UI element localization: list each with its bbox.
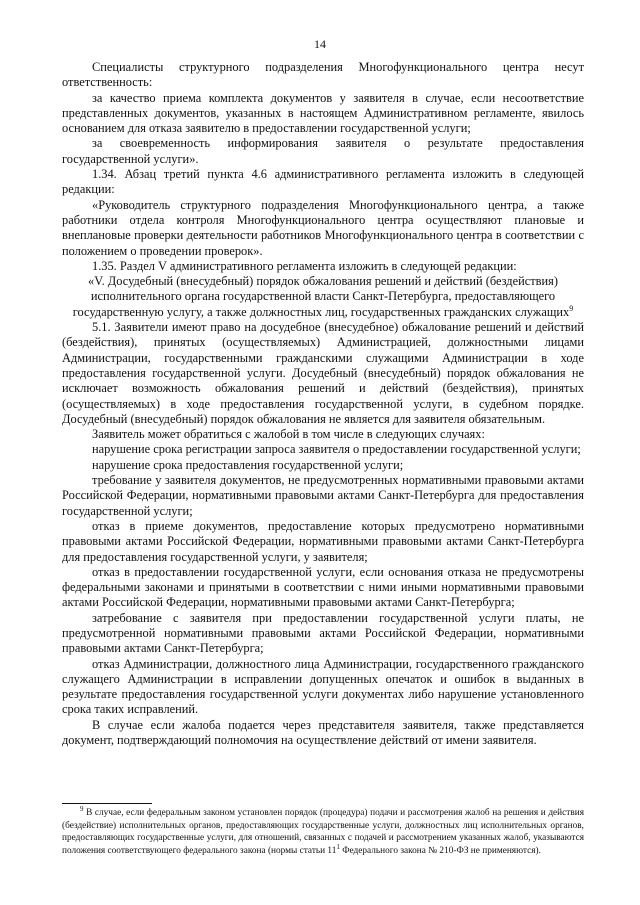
footnote-ref[interactable]: 9 xyxy=(569,303,574,313)
paragraph: 1.34. Абзац третий пункта 4.6 административного регламента изложить в следующей редакции: xyxy=(62,167,584,197)
paragraph: Заявитель может обратиться с жалобой в том числе в следующих случаях: xyxy=(92,427,485,442)
paragraph: за своевременность информирования заявителя о результате предоставления государственной услуги». xyxy=(62,136,584,166)
paragraph: за качество приема комплекта документов у заявителя в случае, если несоответствие представленных документов, указанных в настоящем Административном регламенте, явилось основанием для отказа заявителю в предоставлении государственной услуги; xyxy=(62,90,584,136)
paragraph: отказ Администрации, должностного лица Администрации, государственного гражданского служащего Администрации в исправлении допущенных опечаток и ошибок в выданных в результате предоставления государственной услуги документах либо нарушение установленного срока таких исправлений. xyxy=(62,656,584,717)
footnote-marker: 9 xyxy=(80,804,84,813)
footnote-text: В случае, если федеральным законом установлен порядок (процедура) подачи и рассмотрения жалоб на решения и действия (бездействие) исполнительных органов, предоставляющих государственные услуги, должностных лиц исполнительных органов, предоставляющих государственные услуги, для отношений, связанных с подачей и рассмотрением указанных жалоб, указываются положения соответствующего федерального закона (нормы статьи 11 xyxy=(62,808,584,856)
footnote-divider xyxy=(62,803,152,804)
footnote-text-end: Федерального закона № 210-ФЗ не применяются). xyxy=(339,845,541,856)
paragraph: отказ в приеме документов, предоставление которых предусмотрено нормативными правовыми актами Российской Федерации, нормативными правовыми актами Санкт-Петербурга для предоставления государственной услуги, у заявителя; xyxy=(62,518,584,564)
page-number: 14 xyxy=(314,37,326,51)
footnote-superscript: 1 xyxy=(336,842,340,851)
paragraph: 1.35. Раздел V административного регламента изложить в следующей редакции: xyxy=(92,258,517,273)
section-heading xyxy=(62,274,584,320)
paragraph: В случае если жалоба подается через представителя заявителя, также представляется документ, подтверждающий полномочия на осуществление действий от имени заявителя. xyxy=(62,717,584,748)
document-body xyxy=(62,60,584,748)
paragraph: Специалисты структурного подразделения Многофункционального центра несут ответственность: xyxy=(62,60,584,90)
paragraph: отказ в предоставлении государственной услуги, если основания отказа не предусмотрены федеральными законами и принятыми в соответствии с ними иными нормативными правовыми актами Российской Федерации, нормативными правовыми актами Санкт-Петербурга; xyxy=(62,564,584,610)
paragraph: нарушение срока предоставления государственной услуги; xyxy=(92,457,404,472)
footnote xyxy=(62,804,584,857)
paragraph: «Руководитель структурного подразделения Многофункционального центра, а также работники отдела контроля Многофункционального центра осуществляют плановые и внеплановые проверки деятельности работников Многофункционального центра в соответствии с положением о проведении проверок». xyxy=(62,197,584,258)
paragraph: затребование с заявителя при предоставлении государственной услуги платы, не предусмотренной нормативными правовыми актами Российской Федерации, нормативными правовыми актами Санкт-Петербурга; xyxy=(62,610,584,656)
paragraph: требование у заявителя документов, не предусмотренных нормативными правовыми актами Российской Федерации, нормативными правовыми актами Санкт-Петербурга для предоставления государственной услуги; xyxy=(62,473,584,518)
paragraph: 5.1. Заявители имеют право на досудебное (внесудебное) обжалование решений и действий (бездействия), принятых (осуществляемых) Администрацией, должностными лицами Администрации, государственными гражданскими служащими Администрации в ходе предоставления государственной услуги. Досудебный (внесудебный) порядок обжалования не исключает возможность обжалования решений и действий (бездействия), принятых (осуществляемых) в ходе предоставления государственной услуги, в судебном порядке. Досудебный (внесудебный) порядок обжалования не является для заявителя обязательным. xyxy=(62,320,584,426)
section-heading-text: «V. Досудебный (внесудебный) порядок обжалования решений и действий (бездействия) исполнительного органа государственной власти Санкт-Петербурга, предоставляющего государственную услугу, а также должностных лиц, государственных гражданских служащих xyxy=(72,274,570,319)
paragraph: нарушение срока регистрации запроса заявителя о предоставлении государственной услуги; xyxy=(92,442,581,457)
